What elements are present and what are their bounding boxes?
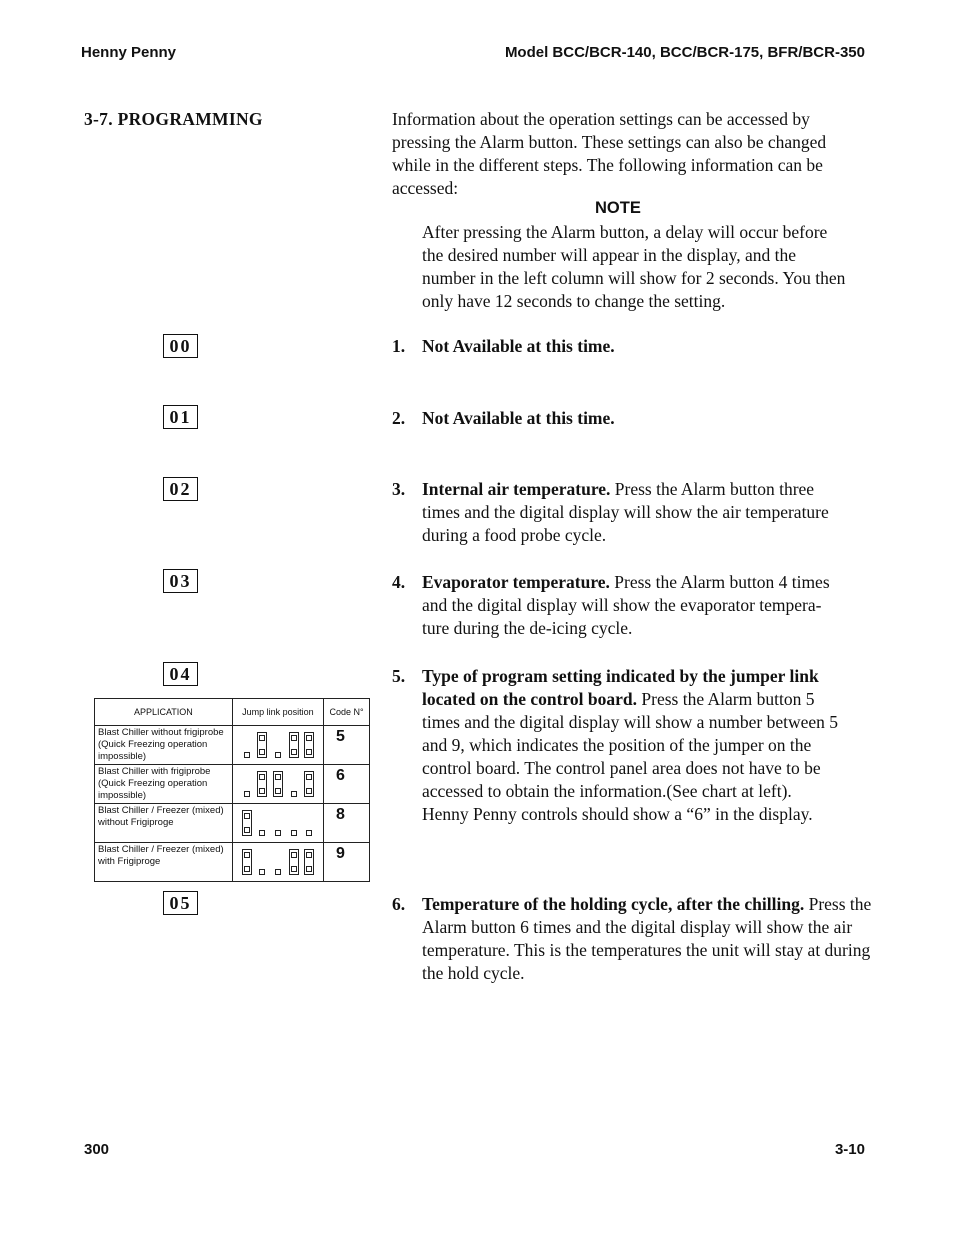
pin-dot [291, 830, 297, 836]
pin-dot [259, 869, 265, 875]
header-company: Henny Penny [81, 44, 177, 61]
table-row [95, 726, 370, 765]
code-box-03: 03 [163, 569, 198, 593]
pin-dot [244, 791, 250, 797]
pin-dot [306, 749, 312, 755]
application-cell: Blast Chiller with frigiprobe (Quick Freezing operation impossible) [95, 765, 233, 804]
item-text: Press the Alarm button 5 times and the digital display will show a number between 5 and 9, which indicates the position of the jumper on the control board. The control panel area does not have to be accessed to obtain the information.(See chart at left). Henny Penny controls should show a “6” in the display. [422, 689, 839, 824]
code-cell: 6 [324, 765, 370, 804]
jumper-pin-open [242, 771, 252, 797]
pin-dot [259, 788, 265, 794]
jumper-pin-linked [304, 849, 314, 875]
jump-link-cell [232, 765, 323, 804]
jumper-pin-linked [242, 849, 252, 875]
jumper-pins [233, 849, 323, 875]
jumper-pin-open [257, 810, 267, 836]
jumper-pin-open [289, 810, 299, 836]
list-item [392, 571, 844, 640]
jump-link-cell [232, 843, 323, 882]
pin-dot [306, 788, 312, 794]
code-cell: 8 [324, 804, 370, 843]
pin-dot [306, 866, 312, 872]
item-number: 1. [392, 336, 406, 356]
item-title: Type of program setting indicated by the jumper link located on the control board. [422, 666, 819, 709]
pin-dot [291, 852, 297, 858]
jumper-pin-linked [242, 810, 252, 836]
pin-dot [306, 735, 312, 741]
item-title: Internal air temperature. [422, 479, 611, 499]
jumper-pin-open [304, 810, 314, 836]
application-cell: Blast Chiller / Freezer (mixed) with Frigiproge [95, 843, 233, 882]
table-row [95, 765, 370, 804]
item-title: Temperature of the holding cycle, after the chilling. [422, 894, 805, 914]
footer-left: 300 [84, 1141, 110, 1158]
pin-dot [306, 830, 312, 836]
pin-dot [244, 813, 250, 819]
pin-dot [291, 749, 297, 755]
item-text: Press the Alarm button 4 times and the digital display will show the evaporator tempera-ture during the de-icing cycle. [422, 572, 830, 638]
jumper-pin-open [273, 849, 283, 875]
item-number: 5. [392, 666, 406, 686]
item-number: 3. [392, 479, 406, 499]
list-item [392, 335, 852, 358]
jumper-pin-linked [257, 771, 267, 797]
code-cell: 9 [324, 843, 370, 882]
table-header-row [95, 699, 370, 726]
jumper-pin-linked [273, 771, 283, 797]
pin-dot [306, 774, 312, 780]
jumper-pin-linked [289, 732, 299, 758]
pin-dot [259, 735, 265, 741]
jumper-pin-linked [304, 732, 314, 758]
list-item [392, 407, 852, 430]
item-title: Evaporator temperature. [422, 572, 610, 592]
jumper-pin-linked [257, 732, 267, 758]
application-cell: Blast Chiller without frigiprobe (Quick Freezing operation impossible) [95, 726, 233, 765]
code-cell: 5 [324, 726, 370, 765]
pin-dot [259, 749, 265, 755]
header-code: Code N° [324, 699, 370, 726]
code-box-00: 00 [163, 334, 198, 358]
jumper-pins [233, 732, 323, 758]
pin-dot [291, 866, 297, 872]
jumper-pin-open [257, 849, 267, 875]
pin-dot [291, 791, 297, 797]
code-box-02: 02 [163, 477, 198, 501]
pin-dot [275, 830, 281, 836]
pin-dot [306, 852, 312, 858]
code-box-01: 01 [163, 405, 198, 429]
item-number: 6. [392, 894, 406, 914]
pin-dot [259, 774, 265, 780]
pin-dot [244, 827, 250, 833]
list-item [392, 665, 847, 826]
section-heading: 3-7. PROGRAMMING [84, 109, 263, 129]
pin-dot [244, 852, 250, 858]
jumper-pins [233, 771, 323, 797]
application-cell: Blast Chiller / Freezer (mixed) without Frigiproge [95, 804, 233, 843]
pin-dot [275, 774, 281, 780]
pin-dot [275, 752, 281, 758]
item-number: 4. [392, 572, 406, 592]
table-row [95, 843, 370, 882]
code-box-05: 05 [163, 891, 198, 915]
jump-link-cell [232, 804, 323, 843]
pin-dot [244, 866, 250, 872]
pin-dot [291, 735, 297, 741]
pin-dot [275, 788, 281, 794]
list-item [392, 478, 832, 547]
item-title: Not Available at this time. [422, 408, 615, 428]
jumper-pin-linked [304, 771, 314, 797]
header-application: APPLICATION [95, 699, 233, 726]
jumper-pin-open [289, 771, 299, 797]
item-number: 2. [392, 408, 406, 428]
item-text: Press the Alarm button 6 times and the digital display will show the air temperature. This is the temperatures the unit will stay at during the hold cycle. [422, 894, 872, 983]
table-row [95, 804, 370, 843]
jumper-pins [233, 810, 323, 836]
jumper-pin-open [242, 732, 252, 758]
item-text: Press the Alarm button three times and the digital display will show the air temperature during a food probe cycle. [422, 479, 829, 545]
jump-link-cell [232, 726, 323, 765]
note-text: After pressing the Alarm button, a delay will occur before the desired number will appear in the display, and the number in the left column will show for 2 seconds. You then only have 12 seconds to change the setting. [422, 222, 846, 311]
jumper-pin-open [273, 732, 283, 758]
header-jump-link: Jump link position [232, 699, 323, 726]
header-model: Model BCC/BCR-140, BCC/BCR-175, BFR/BCR-350 [504, 44, 865, 61]
list-item [392, 893, 872, 985]
jumper-pin-open [273, 810, 283, 836]
code-box-04: 04 [163, 662, 198, 686]
pin-dot [244, 752, 250, 758]
jumper-table [94, 698, 370, 882]
pin-dot [259, 830, 265, 836]
note-title: NOTE [595, 199, 641, 217]
footer-page-number: 3-10 [834, 1141, 865, 1158]
jumper-pin-linked [289, 849, 299, 875]
intro-paragraph: Information about the operation settings can be accessed by pressing the Alarm button. These settings can also be changed while in the different steps. The following information can be accessed: [392, 109, 827, 198]
item-title: Not Available at this time. [422, 336, 615, 356]
pin-dot [275, 869, 281, 875]
